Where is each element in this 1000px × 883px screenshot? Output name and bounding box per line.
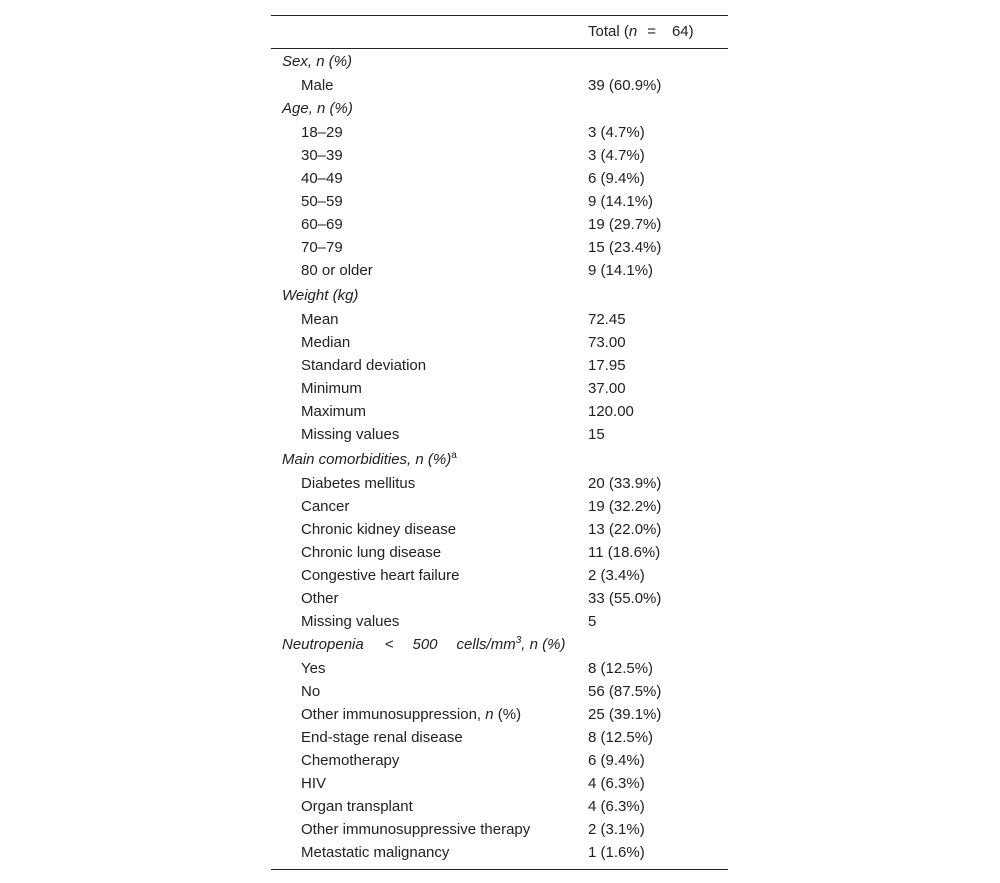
row-label: Missing values (301, 426, 400, 443)
row-label: Other immunosuppressive therapy (301, 821, 531, 838)
row-label: Median (301, 334, 351, 351)
total-column-header: Total (n = 64) (588, 23, 694, 40)
table-row (271, 587, 728, 610)
table-row (271, 400, 728, 423)
row-label: Cancer (301, 498, 350, 515)
row-label: Metastatic malignancy (301, 844, 450, 861)
table-row (271, 495, 728, 518)
row-label: 70–79 (301, 239, 343, 256)
row-label: End-stage renal disease (301, 729, 463, 746)
table-row (271, 259, 728, 282)
row-label: 80 or older (301, 262, 373, 279)
table-row (271, 726, 728, 749)
row-label: 40–49 (301, 170, 343, 187)
section-neutropenia: Neutropenia < 500 cells/$mm^3$, n (%) (282, 635, 566, 653)
row-label: 30–39 (301, 147, 343, 164)
table-row (271, 772, 728, 795)
row-label: No (301, 683, 321, 700)
row-label: Missing values (301, 613, 400, 630)
row-value: 72.45 (588, 311, 626, 328)
table-row (271, 541, 728, 564)
row-value: 11 (18.6%) (588, 544, 661, 561)
row-value: 120.00 (588, 403, 634, 420)
table-row (271, 331, 728, 354)
row-label: Chemotherapy (301, 752, 400, 769)
table-row (271, 213, 728, 236)
table-row (271, 564, 728, 587)
row-value: 37.00 (588, 380, 626, 397)
table-row-other-immunosuppression: Other immunosuppression, n (%) 25 (39.1%) (301, 706, 662, 723)
table-row (271, 518, 728, 541)
section-weight: Weight (kg) (282, 287, 359, 304)
row-value: 13 (22.0%) (588, 521, 662, 538)
table-row (271, 680, 728, 703)
table-row (271, 167, 728, 190)
row-label: Chronic kidney disease (301, 521, 457, 538)
row-value: 6 (9.4%) (588, 752, 645, 769)
row-value: 56 (87.5%) (588, 683, 662, 700)
table-row (271, 841, 728, 864)
row-value: 19 (32.2%) (588, 498, 662, 515)
row-label: Diabetes mellitus (301, 475, 416, 492)
section-comorbidities: Main comorbidities, n (%)$^a$ (282, 450, 457, 468)
table-row (271, 308, 728, 331)
row-value: 33 (55.0%) (588, 590, 662, 607)
row-value: 3 (4.7%) (588, 147, 645, 164)
row-value: 3 (4.7%) (588, 124, 645, 141)
table-row (271, 354, 728, 377)
row-value: 39 (60.9%) (588, 77, 662, 94)
row-label: Organ transplant (301, 798, 413, 815)
row-value: 17.95 (588, 357, 626, 374)
row-label: 18–29 (301, 124, 343, 141)
table-row (271, 749, 728, 772)
row-value: 1 (1.6%) (588, 844, 645, 861)
row-label: 60–69 (301, 216, 343, 233)
row-value: 20 (33.9%) (588, 475, 662, 492)
table-row (271, 236, 728, 259)
section-age: Age, n (%) (282, 100, 353, 117)
table-header-rule (271, 48, 728, 49)
row-label: 50–59 (301, 193, 343, 210)
row-label: Minimum (301, 380, 362, 397)
row-value: 73.00 (588, 334, 626, 351)
footnote-marker: a (451, 450, 457, 461)
table-body (271, 50, 728, 864)
row-label: Mean (301, 311, 339, 328)
row-value: 15 (588, 426, 605, 443)
row-label: Chronic lung disease (301, 544, 442, 561)
row-value: 8 (12.5%) (588, 660, 654, 677)
row-label: Congestive heart failure (301, 567, 460, 584)
table-bottom-rule (271, 869, 728, 870)
table-row (271, 190, 728, 213)
table-row (271, 423, 728, 446)
table-row (271, 657, 728, 680)
row-value: 8 (12.5%) (588, 729, 654, 746)
row-value: 15 (23.4%) (588, 239, 662, 256)
table-row (271, 818, 728, 841)
table-row (271, 795, 728, 818)
table-row (271, 610, 728, 633)
row-value: 9 (14.1%) (588, 262, 654, 279)
row-value: 2 (3.4%) (588, 567, 645, 584)
row-value: 9 (14.1%) (588, 193, 654, 210)
table-row (271, 144, 728, 167)
table-row (271, 74, 728, 97)
row-label: Standard deviation (301, 357, 427, 374)
table-row (271, 377, 728, 400)
row-label: HIV (301, 775, 327, 792)
row-value: 19 (29.7%) (588, 216, 662, 233)
demographics-table (271, 15, 728, 870)
row-label: Male (301, 77, 334, 94)
row-value: 6 (9.4%) (588, 170, 645, 187)
table-row (271, 472, 728, 495)
row-value: 5 (588, 613, 597, 630)
table-header-row (271, 16, 728, 48)
row-value: 2 (3.1%) (588, 821, 645, 838)
row-value: 4 (6.3%) (588, 775, 645, 792)
row-label: Other (301, 590, 339, 607)
row-label: Yes (301, 660, 326, 677)
section-sex: Sex, n (%) (282, 53, 353, 70)
row-value: 4 (6.3%) (588, 798, 645, 815)
row-label: Maximum (301, 403, 367, 420)
table-row (271, 121, 728, 144)
